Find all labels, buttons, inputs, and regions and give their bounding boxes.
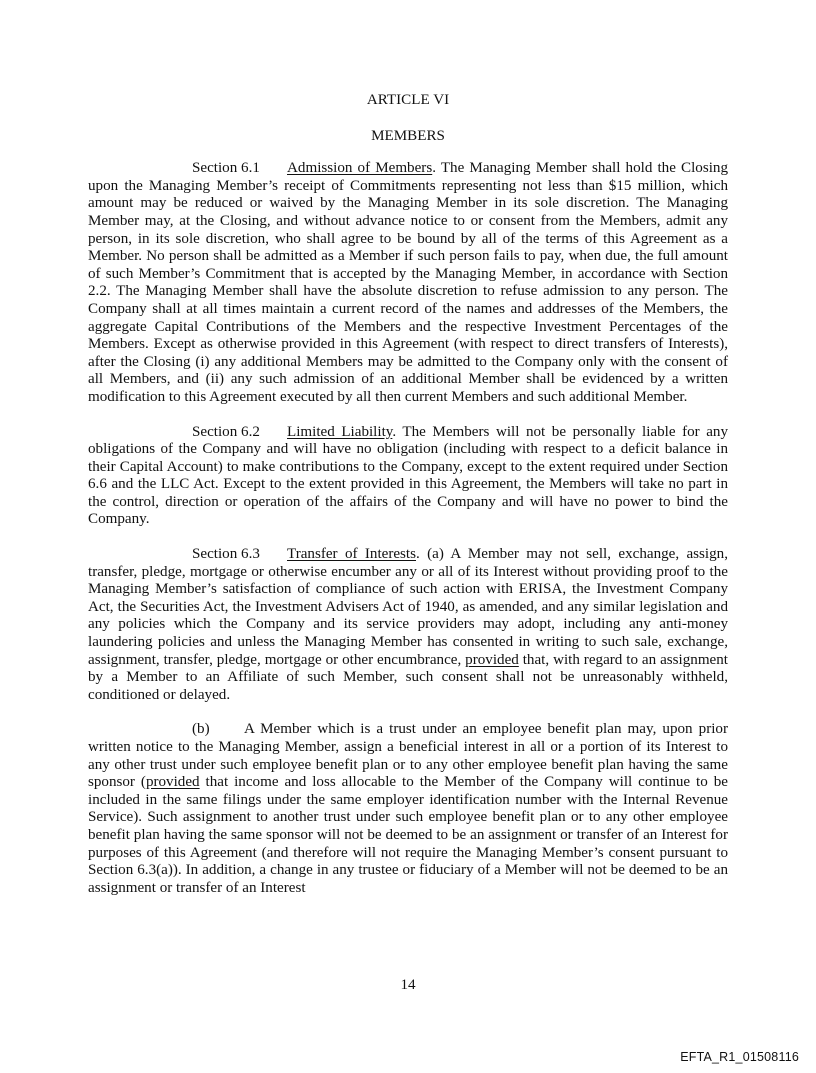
section-title: Limited Liability xyxy=(287,423,393,440)
article-heading: ARTICLE VI xyxy=(366,92,450,108)
section-6-2-paragraph xyxy=(88,424,728,530)
section-body: . The Managing Member shall hold the Closing upon the Managing Member’s receipt of Commitments representing not less than $15 million, which amount may be reduced or waived by the Managing Member in its sole discretion. The Managing Member may, at the Closing, and without advance notice to or consent from the Members, admit any person, in its sole discretion, who shall agree to be bound by all of the terms of this Agreement as a Member. No person shall be admitted as a Member if such person fails to pay, when due, the full amount of such Member’s Commitment that is accepted by the Managing Member, in accordance with Section 2.2. The Managing Member shall have the absolute discretion to refuse admission to any person. The Company shall at all times maintain a current record of the names and addresses of the Members, the aggregate Capital Contributions of the Members and the respective Investment Percentages of the Members. Except as otherwise provided in this Agreement (with respect to direct transfers of Interests), after the Closing (i) any additional Members may be admitted to the Company only with the consent of all Members, and (ii) any such admission of an additional Member shall be evidenced by a written modification to this Agreement executed by all then current Members and such additional Member. xyxy=(88,160,729,405)
section-6-1-paragraph xyxy=(88,160,728,406)
section-title: Admission of Members xyxy=(287,160,433,177)
subsection-body-continued: that income and loss allocable to the Member of the Company will continue to be included in the same filings under the same employer identification number with the Internal Revenue Service). Such assignment to another trust under such employee benefit plan or to any other employee benefit plan having the same sponsor will not be deemed to be an assignment or transfer of an Interest for purposes of this Agreement (and therefore will not require the Managing Member’s consent pursuant to Section 6.3(a)). In addition, a change in any trustee or fiduciary of a Member will not be deemed to be an assignment or transfer of an Interest xyxy=(88,774,728,896)
bates-number: EFTA_R1_01508116 xyxy=(680,1050,799,1064)
section-number: Section 6.3 xyxy=(192,546,260,563)
section-body-continued: that, with regard to an assignment by a Member to an Affiliate of such Member, such consent shall not be unreasonably withheld, conditioned or delayed. xyxy=(88,651,728,703)
section-body: . (a) A Member may not sell, exchange, assign, transfer, pledge, mortgage or otherwise encumber any or all of its Interest without providing proof to the Managing Member’s satisfaction of compliance of such action with ERISA, the Investment Company Act, the Securities Act, the Investment Advisers Act of 1940, as amended, and any similar legislation and any policies which the Company and its service providers may adopt, including any anti-money laundering policies and unless the Managing Member has consented in writing to such sale, exchange, assignment, transfer, pledge, mortgage or other encumbrance, xyxy=(88,546,728,668)
page-number: 14 xyxy=(400,977,416,993)
section-number: Section 6.1 xyxy=(192,160,260,177)
section-title: Transfer of Interests xyxy=(287,546,416,563)
section-body: . The Members will not be personally liable for any obligations of the Company and will have no obligation (including with respect to a deficit balance in their Capital Account) to make contributions to the Company, except to the extent required under Section 6.6 and the LLC Act. Except to the extent provided in this Agreement, the Members will take no part in the control, direction or operation of the affairs of the Company and will have no power to bind the Company. xyxy=(88,423,729,528)
subsection-b-paragraph xyxy=(88,721,728,897)
article-title: MEMBERS xyxy=(371,127,445,144)
subsection-label: (b) xyxy=(192,721,210,738)
proviso-term: provided xyxy=(145,774,200,791)
proviso-term: provided xyxy=(465,651,519,668)
section-number: Section 6.2 xyxy=(192,423,260,440)
section-6-3-paragraph xyxy=(88,546,728,704)
document-page xyxy=(88,92,728,914)
subsection-body: A Member which is a trust under an employee benefit plan may, upon prior written notice to the Managing Member, assign a beneficial interest in all or a portion of its Interest to any other trust under such employee benefit plan or to any other employee benefit plan having the same sponsor ( xyxy=(88,721,728,791)
